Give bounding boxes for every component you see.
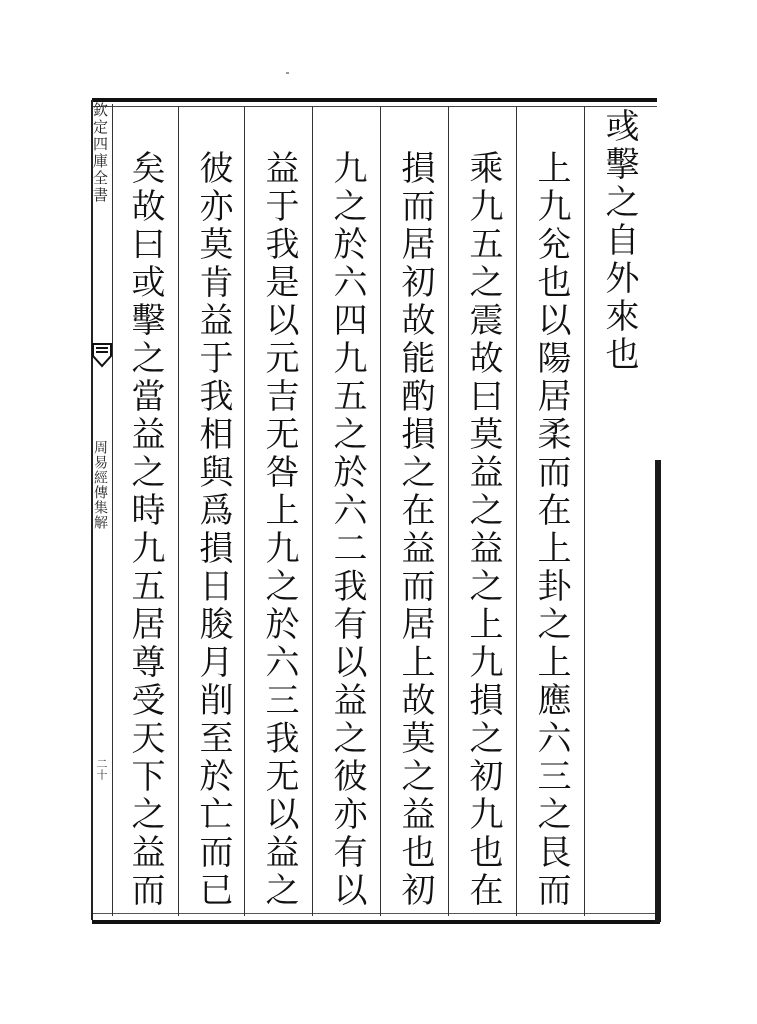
frame-top-inner-line [92,106,657,107]
spine-book-title: 周易經傳集解 [92,440,108,530]
fishtail-mark-icon [92,342,112,368]
frame-bottom-border [92,920,660,924]
text-column-1: 彧擊之自外來也 [599,108,639,374]
page-right-edge [655,460,661,922]
frame-top-border [92,98,657,102]
column-divider [244,106,245,916]
column-divider [380,106,381,916]
text-column-6: 益于我是以元吉无咎上九之於六三我无以益之 [259,150,299,910]
column-divider [516,106,517,916]
spine-inner-line [112,104,113,916]
spine-folio-number: 二十 [95,758,108,780]
column-divider [178,106,179,916]
text-column-8: 矣故曰或擊之當益之時九五居尊受天下之益而 [125,150,165,910]
ink-smudge [286,72,289,74]
text-column-5: 九之於六四九五之於六二我有以益之彼亦有以 [327,150,367,910]
text-column-3: 乘九五之震故曰莫益之益之上九損之初九也在 [463,150,503,910]
text-column-4: 損而居初故能酌損之在益而居上故莫之益也初 [395,150,435,910]
text-column-2: 上九兊也以陽居柔而在上卦之上應六三之艮而 [531,150,571,910]
text-column-7: 彼亦莫肯益于我相與爲損日朘月削至於亡而已 [193,150,233,910]
column-divider [312,106,313,916]
column-divider [448,106,449,916]
spine-header-text: 欽定四庫全書 [91,102,109,204]
column-divider [584,106,585,916]
